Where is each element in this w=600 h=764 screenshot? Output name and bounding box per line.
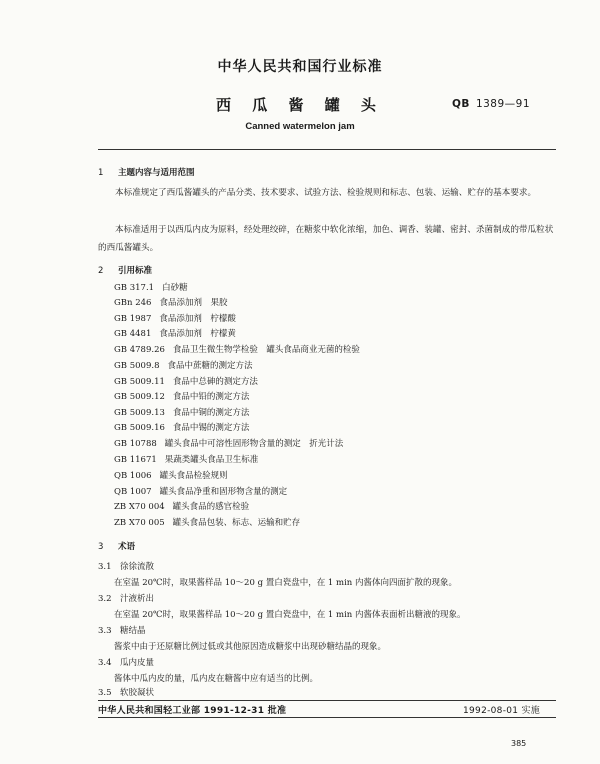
section-3-heading [98, 540, 135, 552]
reference-item: GB 5009.11 食品中总砷的测定方法 [114, 377, 258, 387]
section-title: 主题内容与适用范围 [118, 168, 195, 178]
standard-code: 1389—91 [475, 98, 531, 110]
reference-item: GB 317.1 白砂糖 [114, 283, 188, 293]
section-2-heading [98, 264, 152, 276]
page-number: 385 [511, 739, 527, 748]
term-definition: 在室温 20℃时，取果酱样品 10～20 g 置白瓷盘中，在 1 min 内酱体向四面扩散的现象。 [114, 578, 457, 588]
section-1-heading [98, 166, 195, 178]
section-1-paragraph-1: 本标准规定了西瓜酱罐头的产品分类、技术要求、试验方法、检验规则和标志、包装、运输、贮存的基本要求。 [115, 188, 537, 198]
implementation-date: 1992-08-01 实施 [463, 706, 541, 716]
header-title: 中华人民共和国行业标准 [217, 59, 383, 75]
reference-item: ZB X70 005 罐头食品包装、标志、运输和贮存 [114, 518, 301, 528]
reference-item: GB 10788 罐头食品中可溶性固形物含量的测定 折光计法 [114, 439, 344, 449]
reference-item: GB 11671 果蔬类罐头食品卫生标准 [114, 455, 259, 465]
section-number: 2 [98, 266, 104, 276]
section-1-paragraph-2: 本标准适用于以西瓜内皮为原料，经处理绞碎，在糖浆中软化浓缩，加色、调香、装罐、密封、杀菌制成的带瓜粒状的西瓜酱罐头。 [98, 225, 554, 253]
reference-item: GB 5009.12 食品中铅的测定方法 [114, 392, 250, 402]
section-number: 1 [98, 168, 104, 178]
section-title: 引用标准 [118, 266, 153, 276]
term-heading: 3.4 瓜内皮量 [98, 658, 155, 668]
standard-prefix: QB [452, 98, 470, 110]
reference-item: QB 1006 罐头食品检验规则 [114, 471, 228, 481]
term-heading: 3.2 汁液析出 [98, 594, 155, 604]
footer-rule-top [98, 700, 556, 701]
section-title: 术语 [118, 542, 136, 552]
reference-item: GB 1987 食品添加剂 柠檬酸 [114, 314, 236, 324]
term-heading: 3.3 糖结晶 [98, 626, 146, 636]
reference-item: GB 4789.26 食品卫生微生物学检验 罐头食品商业无菌的检验 [114, 345, 360, 355]
section-number: 3 [98, 542, 104, 552]
reference-item: GB 5009.8 食品中蔗糖的测定方法 [114, 361, 253, 371]
document-title: 西 瓜 酱 罐 头 [216, 96, 384, 114]
reference-item: ZB X70 004 罐头食品的感官检验 [114, 502, 250, 512]
term-heading: 3.1 徐徐流散 [98, 562, 155, 572]
reference-item: GB 5009.13 食品中铜的测定方法 [114, 408, 250, 418]
term-definition: 酱体中瓜内皮的量，瓜内皮在糖酱中应有适当的比例。 [114, 674, 319, 684]
english-title: Canned watermelon jam [245, 121, 355, 132]
footer-rule-bottom [98, 717, 556, 718]
approval-line: 中华人民共和国轻工业部 1991-12-31 批准 [98, 706, 287, 716]
top-rule [98, 149, 556, 150]
term-definition: 在室温 20℃时，取果酱样品 10～20 g 置白瓷盘中，在 1 min 内酱体表面析出糖液的现象。 [114, 610, 466, 620]
reference-item: GBn 246 食品添加剂 果胶 [114, 298, 228, 308]
term-heading: 3.5 软胶凝状 [98, 688, 155, 698]
reference-item: QB 1007 罐头食品净重和固形物含量的测定 [114, 487, 288, 497]
term-definition: 酱浆中由于还原糖比例过低或其他原因造成糖浆中出现砂糖结晶的现象。 [114, 642, 387, 652]
reference-item: GB 5009.16 食品中锡的测定方法 [114, 423, 250, 433]
standard-number [452, 98, 530, 110]
reference-item: GB 4481 食品添加剂 柠檬黄 [114, 329, 236, 339]
